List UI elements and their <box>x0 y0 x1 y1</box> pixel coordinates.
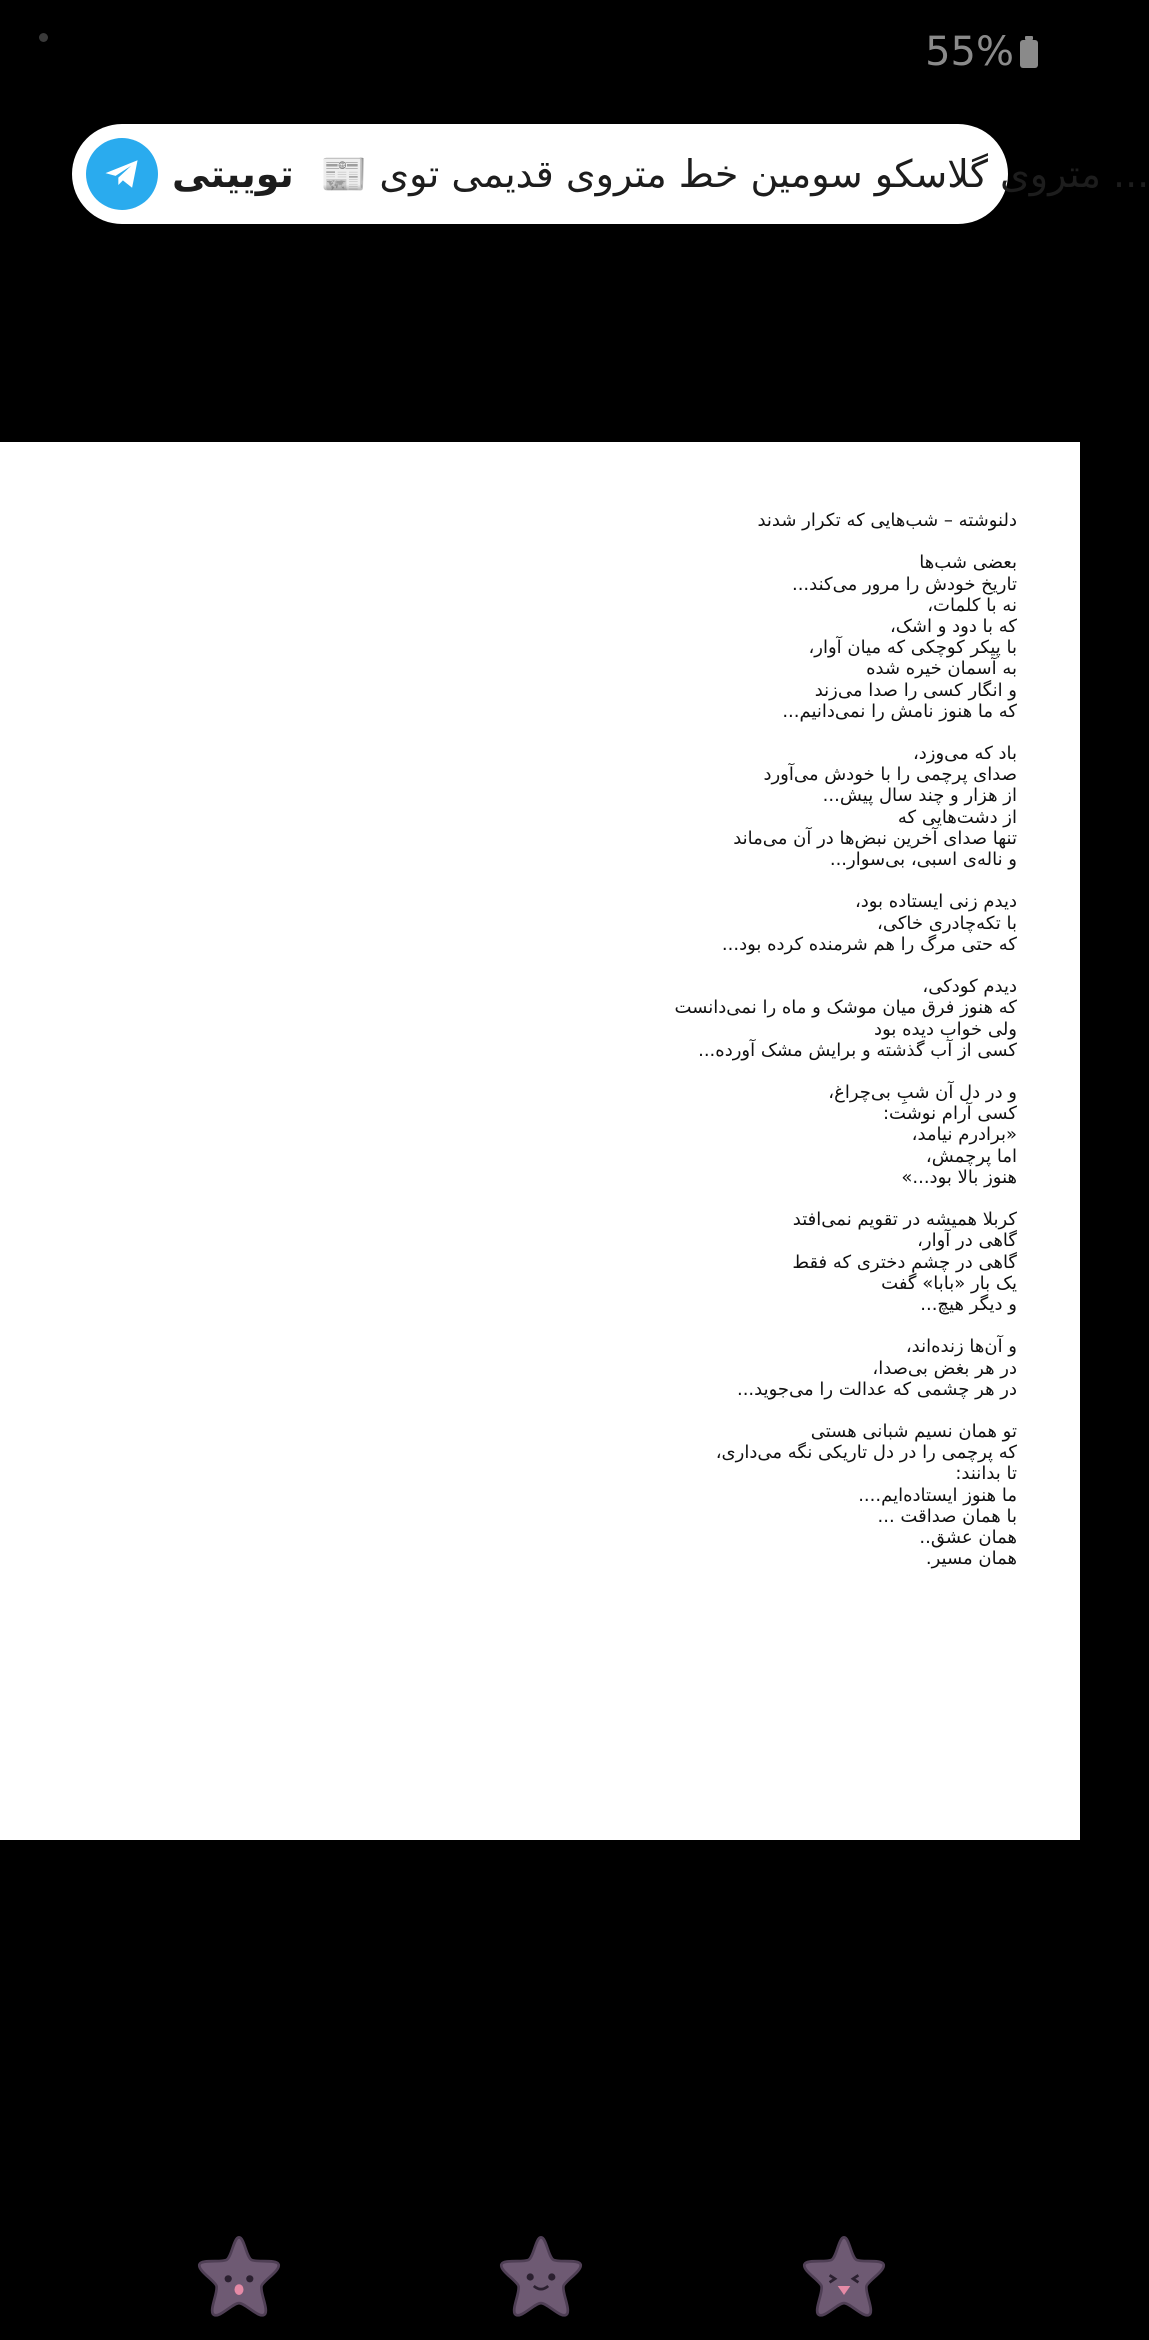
poem-line: در هر چشمی که عدالت را می‌جوید... <box>736 1378 1017 1400</box>
poem-line: تو همان نسیم شبانی هستی <box>810 1421 1017 1443</box>
notification-sender: توییتی <box>172 152 294 196</box>
poem-line: و انگار کسی را صدا می‌زند <box>814 679 1017 701</box>
poem-line: که هنوز فرق میان موشک و ماه را نمی‌دانست <box>674 997 1017 1019</box>
poem-line: اما پرچمش، <box>925 1145 1017 1167</box>
poem-line: همان مسیر. <box>925 1548 1017 1570</box>
poem-line: ما هنوز ایستاده‌ایم.... <box>858 1484 1017 1506</box>
poem-line: هنوز بالا بود...» <box>901 1166 1017 1188</box>
star-sticker-smiling-icon[interactable] <box>496 2232 586 2322</box>
document-page[interactable] <box>0 442 1080 1840</box>
poem-line: با تکه‌چادری خاکی، <box>877 912 1017 934</box>
battery-percentage: 55% <box>925 29 1014 75</box>
poem-line: و ناله‌ی اسبی، بی‌سوار... <box>829 849 1017 870</box>
poem-line: در هر بغض بی‌صدا، <box>872 1357 1017 1379</box>
blank-line <box>217 955 1017 976</box>
poem-line: تنها صدای آخرین نبض‌ها در آن می‌ماند <box>733 827 1017 849</box>
poem-line: به آسمان خیره شده <box>866 658 1017 680</box>
sticker-bar <box>0 2220 1080 2340</box>
star-sticker-tongue-icon[interactable] <box>799 2232 889 2322</box>
blank-line <box>217 722 1017 743</box>
poem-line: کسی آرام نوشت: <box>882 1103 1017 1125</box>
poem-line: کربلا همیشه در تقویم نمی‌افتد <box>792 1209 1017 1231</box>
poem-line: کسی از آب گذشته و برایش مشک آورده... <box>698 1039 1017 1061</box>
poem-line: که پرچمی را در دل تاریکی نگه می‌داری، <box>715 1442 1017 1464</box>
poem-line: که با دود و اشک، <box>889 615 1017 637</box>
poem-line: تا بدانند: <box>955 1463 1017 1485</box>
telegram-notification-banner[interactable] <box>72 124 1149 224</box>
poem-line: ولی خواب دیده بود <box>874 1018 1017 1040</box>
star-sticker-surprised-icon[interactable] <box>194 2232 284 2322</box>
poem-line: دیدم زنی ایستاده بود، <box>854 891 1017 913</box>
poem-line: دلنوشته – شب‌هایی که تکرار شدند <box>757 510 1017 531</box>
poem-line: و آن‌ها زنده‌اند، <box>905 1336 1017 1358</box>
poem-line: «برادرم نیامد، <box>911 1124 1017 1146</box>
notification-preview: 📰 متروی گلاسکو سومین خط متروی قدیمی توی ... <box>320 152 1149 196</box>
blank-line <box>217 870 1017 891</box>
poem-line: از دشت‌هایی که <box>897 806 1017 828</box>
battery-indicator <box>925 26 1038 78</box>
poem-line: با همان صداقت ... <box>877 1505 1017 1527</box>
poem-line: با پیکر کوچکی که میان آوار، <box>808 637 1017 659</box>
poem-line: و دیگر هیچ... <box>920 1293 1017 1315</box>
poem-line: که ما هنوز نامش را نمی‌دانیم... <box>782 700 1017 722</box>
blank-line <box>217 1400 1017 1421</box>
poem-line: همان عشق.. <box>919 1527 1017 1548</box>
poem-line: دیدم کودکی، <box>922 976 1017 998</box>
blank-line <box>217 1315 1017 1336</box>
poem-line: از هزار و چند سال پیش... <box>822 785 1017 807</box>
poem-line: باد که می‌وزد، <box>912 743 1017 765</box>
poem-line: بعضی شب‌ها <box>919 552 1017 574</box>
status-bar <box>0 0 1080 110</box>
blank-line <box>217 1061 1017 1082</box>
blank-line <box>217 1188 1017 1209</box>
battery-icon <box>1020 36 1038 68</box>
poem-line: صدای پرچمی را با خودش می‌آورد <box>763 764 1017 786</box>
telegram-icon <box>86 138 158 210</box>
poem-line: که حتی مرگ را هم شرمنده کرده بود... <box>721 933 1017 955</box>
poem-line: یک بار «بابا» گفت <box>881 1272 1017 1294</box>
poem-line: گاهی در چشم دختری که فقط <box>792 1251 1017 1273</box>
poem-text <box>217 510 1017 1569</box>
front-camera <box>39 33 48 42</box>
blank-line <box>217 531 1017 552</box>
poem-line: گاهی در آوار، <box>917 1230 1017 1252</box>
poem-line: و در دل آن شبِ بی‌چراغ، <box>828 1082 1017 1104</box>
poem-line: نه با کلمات، <box>927 594 1017 616</box>
poem-line: تاریخ خودش را مرور می‌کند... <box>791 573 1017 595</box>
